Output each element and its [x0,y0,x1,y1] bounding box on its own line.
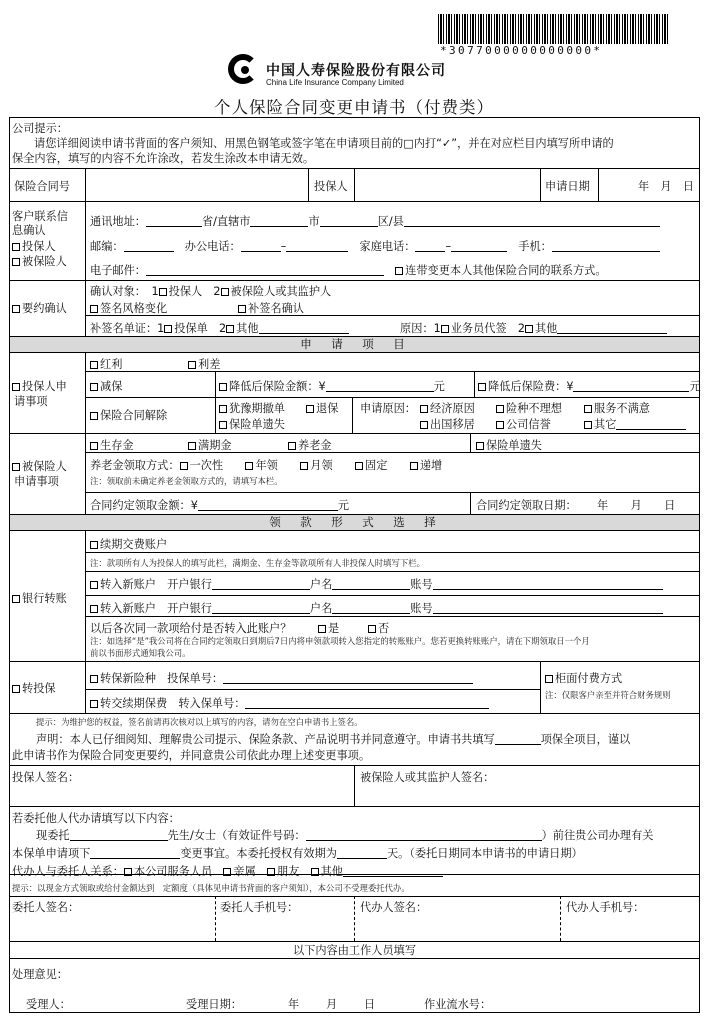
agreed-amount-field[interactable]: 合同约定领取金额：¥ 元 [90,499,350,512]
applicant-items-label2: 请事项 [14,395,48,408]
staff-band: 以下内容由工作人员填写 [292,944,417,957]
new-account-1[interactable]: 转入新账户 开户银行 户名 账号 [90,576,663,592]
reason-row[interactable]: 原因：1 业务员代签 2 其他 [400,320,667,336]
future-no-option[interactable]: 否 [368,620,389,636]
entrustor-sign-label: 委托人签名： [12,901,80,914]
contact-opt-insured[interactable]: 被保险人 [12,253,67,269]
barcode-number: *3077000000000000* [440,44,603,57]
handler-label: 受理人： [26,998,71,1011]
voucher-row[interactable]: 补签名单证：1 投保单 2 其他 [90,320,349,336]
reduce-option[interactable]: 减保 [90,378,122,394]
notice-line2: 保全内容，填写的内容不允许涂改，若发生涂改本申请无效。 [12,152,315,165]
agent-tip: 提示：以现金方式领取或给付金额达到 定额度（具体见申请书背面的客户须知），本公司不受理委托代办。 [12,883,410,893]
pension-option[interactable]: 养老金 [288,437,332,453]
renewal-premium-option[interactable]: 转交续期保费 转入保单号： [90,695,489,711]
applicant-items-label[interactable]: 投保人申 [12,378,67,394]
notice-label: 公司提示： [12,122,68,135]
declare-tip: 提示：为维护您的权益，签名前请再次核对以上填写的内容，请勿在空白申请书上签名。 [36,717,363,727]
phone-row[interactable]: 邮编： 办公电话： – 家庭电话： – 手机： [90,238,660,254]
date-day: 日 [364,998,376,1011]
renew-account-option[interactable]: 续期交费账户 [90,536,167,552]
notice-line1: 请您详细阅读申请书背面的客户须知、用黑色钢笔或签字笔在申请项目前的□内打“✓”，并在对应栏目内填写所申请的 [34,137,614,150]
insured-items-label[interactable]: 被保险人 [12,458,67,474]
agreed-date-field[interactable]: 合同约定领取日期： 年 月 日 [476,499,676,512]
apply-date-label: 申请日期 [545,180,590,193]
surrender-option[interactable]: 退保 [306,400,338,416]
reason-product[interactable]: 险种不理想 [496,400,562,416]
reason-other[interactable]: 其它 [584,416,686,432]
barcode [438,14,668,44]
lower-amount-option[interactable]: 降低后保险金额：¥ 元 [219,378,445,394]
checkbox-icon [395,267,403,275]
confirm-label[interactable]: 要约确认 [12,300,67,316]
bank-note-1: 注：款项所有人为投保人的填写此栏，满期金、生存金等款项所有人非投保人时填写下栏。 [90,558,425,568]
bank-note-2a: 注：如选择“是”我公司将在合同约定领取日到期后7日内将申领款项转入您指定的转账账户。您若更换转账账户，请在下期领取日一个月 [90,636,590,646]
cancel-option[interactable]: 保险合同解除 [90,407,167,423]
serial-label: 作业流水号： [424,998,492,1011]
reason-emigrate[interactable]: 出国移居 [420,416,475,432]
new-policy-option[interactable]: 转保新险种 投保单号： [90,670,473,686]
reason-reputation[interactable]: 公司信誉 [496,416,551,432]
counter-note: 注：仅限客户亲至并符合财务规则 [545,690,671,700]
contact-label-2: 息确认 [12,224,46,237]
section-band-payment: 领 款 形 式 选 择 [10,515,699,530]
lower-premium-option[interactable]: 降低后保险费：¥ 元 [478,378,701,394]
applicant-field[interactable] [358,171,536,198]
bank-note-2b: 前以书面形式通知我公司。 [90,648,191,658]
checkbox-icon [12,243,20,251]
entrust-line2[interactable]: 本保单申请项下 变更事宜。本委托授权有效期为 天。（委托日期同本申请书的申请日期） [12,847,583,860]
entrustor-phone-label: 委托人手机号： [220,901,299,914]
agent-phone-field[interactable] [566,914,696,938]
hesitate-option[interactable]: 犹豫期撤单 [219,400,285,416]
lost-policy-option[interactable]: 保险单遗失 [219,416,285,432]
counter-payment-option[interactable]: 柜面付费方式 [545,670,622,686]
pension-note: 注：领取前未确定养老金领取方式的，请填写本栏。 [90,476,283,486]
confirm-target-row[interactable]: 确认对象： 1 投保人 2 被保险人或其监护人 [90,285,332,298]
date-year: 年 [288,998,300,1011]
opinion-label: 处理意见： [12,968,68,981]
survival-option[interactable]: 生存金 [90,437,134,453]
transfer-option[interactable]: 转投保 [12,680,56,696]
section-band-items: 申 请 项 目 [10,337,699,352]
applicant-label: 投保人 [314,180,348,193]
address-row[interactable]: 通讯地址： 省/直辖市 市 区/县 [90,213,660,229]
date-month: 月 [326,998,338,1011]
entrust-row[interactable]: 现委托 先生/女士（有效证件号码： ）前往贵公司办理有关 [36,829,654,842]
reason-service[interactable]: 服务不满意 [584,400,650,416]
company-name-cn: 中国人寿保险股份有限公司 [266,63,446,79]
insured-items-label2: 申请事项 [14,475,59,488]
reason-label: 申请原因： [360,402,416,415]
insured-sign-field[interactable] [500,768,694,802]
company-logo-icon [228,54,258,84]
dividend-option[interactable]: 红利 [90,356,122,372]
contact-opt-applicant[interactable]: 投保人 [12,238,56,254]
email-row[interactable]: 电子邮件： 连带变更本人其他保险合同的联系方式。 [90,264,607,277]
apply-date-field[interactable]: 年 月 日 [638,180,694,193]
entrustor-phone-field[interactable] [220,914,350,938]
item-count-field[interactable] [495,733,541,745]
agent-sign-label: 代办人签名： [360,901,428,914]
handle-date-label: 受理日期： [186,998,242,1011]
insured-lost-option[interactable]: 保险单遗失 [476,437,542,453]
checkbox-icon [12,258,20,266]
agent-sign-field[interactable] [360,914,556,938]
new-account-2[interactable]: 转入新账户 开户银行 户名 账号 [90,600,663,616]
future-transfer-question: 以后各次同一款项给付是否转入此账户？ [90,622,292,635]
entrustor-sign-field[interactable] [12,914,212,938]
policy-no-field[interactable] [88,171,304,198]
insured-sign-label: 被保险人或其监护人签名： [360,771,495,784]
applicant-sign-label: 投保人签名： [12,771,80,784]
declare-line1: 声明：本人已仔细阅知、理解贵公司提示、保险条款、产品说明书并同意遵守。申请书共填写 项保全项目，谨以 [36,733,631,746]
pension-mode-row[interactable]: 养老金领取方式： 一次性 年领 月领 固定 递增 [90,459,443,472]
agent-head: 若委托他人代办请填写以下内容： [12,812,180,825]
interest-option[interactable]: 利差 [188,356,220,372]
maturity-option[interactable]: 满期金 [188,437,232,453]
relation-row[interactable]: 代办人与委托人关系： 本公司服务人员 亲属 朋友 其他 [12,863,443,879]
bank-transfer-option[interactable]: 银行转账 [12,590,67,606]
company-name-en: China Life Insurance Company Limited [266,78,404,87]
agent-phone-label: 代办人手机号： [566,901,645,914]
applicant-sign-field[interactable] [90,768,348,802]
future-yes-option[interactable]: 是 [318,620,339,636]
policy-no-label: 保险合同号 [14,180,70,193]
reason-economic[interactable]: 经济原因 [420,400,475,416]
sig-supp-option[interactable]: 补签名确认 [238,300,304,316]
form-title: 个人保险合同变更申请书（付费类） [214,98,494,117]
declare-line2: 此申请书作为保险合同变更要约，并同意贵公司依此办理上述变更事项。 [12,749,371,762]
contact-label-1: 客户联系信 [12,210,68,223]
sig-change-option[interactable]: 签名风格变化 [90,300,167,316]
checkbox-icon [12,305,20,313]
